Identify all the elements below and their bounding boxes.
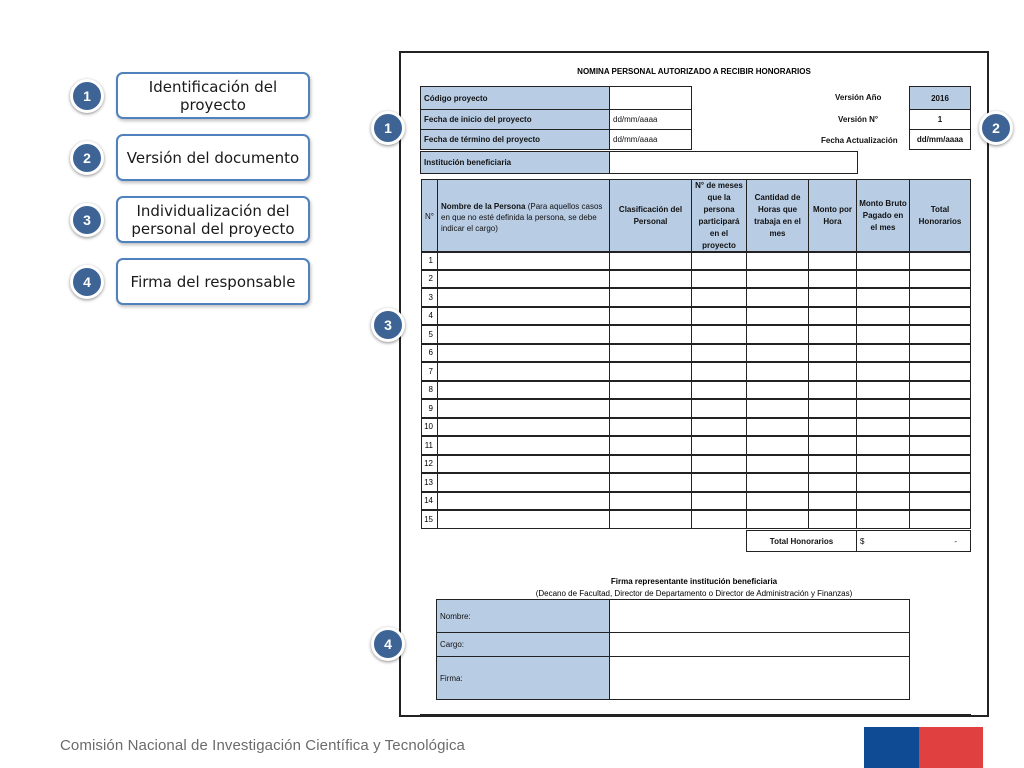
institucion-value[interactable] bbox=[609, 151, 858, 174]
flag-red-block bbox=[919, 727, 983, 768]
col-header-nombre-note: (Para aquellos casos en que no esté definida la persona, se debe indicar el cargo) bbox=[441, 202, 603, 233]
col-header-total: Total Honorarios bbox=[909, 179, 971, 253]
table-cell[interactable] bbox=[691, 418, 747, 437]
signature-cargo-label: Cargo: bbox=[436, 632, 610, 657]
table-cell[interactable] bbox=[609, 473, 692, 492]
table-cell[interactable] bbox=[437, 436, 610, 455]
row-number: 5 bbox=[421, 325, 438, 344]
table-row bbox=[421, 381, 972, 400]
table-cell[interactable] bbox=[437, 473, 610, 492]
row-number: 2 bbox=[421, 270, 438, 289]
table-cell[interactable] bbox=[746, 510, 809, 529]
table-cell[interactable] bbox=[746, 270, 809, 289]
table-cell[interactable] bbox=[437, 307, 610, 326]
col-header-nombre-title: Nombre de la Persona bbox=[441, 202, 526, 211]
table-cell[interactable] bbox=[691, 325, 747, 344]
total-honorarios-label: Total Honorarios bbox=[746, 530, 857, 552]
table-cell[interactable] bbox=[437, 362, 610, 381]
table-cell[interactable] bbox=[808, 362, 857, 381]
table-cell[interactable] bbox=[808, 399, 857, 418]
total-currency: $ bbox=[860, 536, 865, 546]
table-cell[interactable] bbox=[437, 455, 610, 474]
col-header-clasificacion: Clasificación del Personal bbox=[609, 179, 692, 253]
table-row bbox=[421, 399, 972, 418]
table-row bbox=[421, 436, 972, 455]
table-cell[interactable] bbox=[691, 307, 747, 326]
table-cell[interactable] bbox=[609, 288, 692, 307]
table-cell[interactable] bbox=[856, 492, 910, 511]
legend-label: Firma del responsable bbox=[130, 272, 296, 291]
fecha-termino-value[interactable]: dd/mm/aaaa bbox=[609, 129, 692, 150]
table-row bbox=[421, 307, 972, 326]
table-cell[interactable] bbox=[746, 251, 809, 270]
table-cell[interactable] bbox=[437, 492, 610, 511]
flag-blue-block bbox=[864, 727, 919, 768]
fecha-inicio-value[interactable]: dd/mm/aaaa bbox=[609, 109, 692, 130]
version-anio-label: Versión Año bbox=[835, 93, 882, 102]
table-cell[interactable] bbox=[856, 251, 910, 270]
table-cell[interactable] bbox=[909, 270, 971, 289]
row-number: 6 bbox=[421, 344, 438, 363]
table-cell[interactable] bbox=[609, 381, 692, 400]
row-number: 7 bbox=[421, 362, 438, 381]
row-number: 1 bbox=[421, 251, 438, 270]
total-honorarios-value bbox=[856, 530, 971, 552]
table-cell[interactable] bbox=[609, 399, 692, 418]
table-row bbox=[421, 270, 972, 289]
table-cell[interactable] bbox=[808, 492, 857, 511]
row-number: 14 bbox=[421, 492, 438, 511]
table-cell[interactable] bbox=[808, 455, 857, 474]
row-number: 9 bbox=[421, 399, 438, 418]
legend-number-1: 1 bbox=[70, 79, 104, 113]
table-cell[interactable] bbox=[909, 362, 971, 381]
codigo-value[interactable] bbox=[609, 86, 692, 110]
table-cell[interactable] bbox=[909, 473, 971, 492]
legend-item-version bbox=[116, 134, 310, 181]
table-cell[interactable] bbox=[909, 455, 971, 474]
table-cell[interactable] bbox=[808, 436, 857, 455]
col-header-monto-bruto: Monto Bruto Pagado en el mes bbox=[856, 179, 910, 253]
table-cell[interactable] bbox=[856, 455, 910, 474]
marker-3: 3 bbox=[371, 308, 405, 342]
table-cell[interactable] bbox=[909, 399, 971, 418]
table-cell[interactable] bbox=[856, 436, 910, 455]
marker-2: 2 bbox=[979, 111, 1013, 145]
table-cell[interactable] bbox=[691, 362, 747, 381]
table-cell[interactable] bbox=[746, 307, 809, 326]
table-cell[interactable] bbox=[437, 510, 610, 529]
col-header-meses: N° de meses que la persona participará en el proyecto bbox=[691, 179, 747, 253]
signature-firma-field[interactable] bbox=[609, 656, 910, 700]
table-cell[interactable] bbox=[808, 344, 857, 363]
table-cell[interactable] bbox=[909, 251, 971, 270]
marker-1: 1 bbox=[371, 111, 405, 145]
table-cell[interactable] bbox=[746, 381, 809, 400]
table-cell[interactable] bbox=[856, 344, 910, 363]
table-row bbox=[421, 455, 972, 474]
table-row bbox=[421, 251, 972, 270]
fecha-inicio-label: Fecha de inicio del proyecto bbox=[420, 109, 610, 130]
version-n-value[interactable]: 1 bbox=[909, 109, 971, 130]
table-cell[interactable] bbox=[856, 288, 910, 307]
codigo-label: Código proyecto bbox=[420, 86, 610, 110]
signature-subtitle: (Decano de Facultad, Director de Departamento o Director de Administración y Finanzas) bbox=[535, 589, 853, 598]
table-cell[interactable] bbox=[856, 418, 910, 437]
legend-label: Individualización del personal del proyecto bbox=[131, 201, 295, 238]
table-cell[interactable] bbox=[437, 344, 610, 363]
table-cell[interactable] bbox=[437, 270, 610, 289]
col-header-monto-hora: Monto por Hora bbox=[808, 179, 857, 253]
table-row bbox=[421, 288, 972, 307]
table-cell[interactable] bbox=[909, 510, 971, 529]
table-cell[interactable] bbox=[609, 510, 692, 529]
table-cell[interactable] bbox=[909, 307, 971, 326]
table-row bbox=[421, 473, 972, 492]
signature-nombre-label: Nombre: bbox=[436, 599, 610, 633]
table-cell[interactable] bbox=[746, 325, 809, 344]
table-cell[interactable] bbox=[609, 418, 692, 437]
table-cell[interactable] bbox=[808, 510, 857, 529]
table-cell[interactable] bbox=[909, 288, 971, 307]
table-cell[interactable] bbox=[609, 307, 692, 326]
table-cell[interactable] bbox=[746, 455, 809, 474]
table-cell[interactable] bbox=[691, 455, 747, 474]
table-cell[interactable] bbox=[746, 344, 809, 363]
table-cell[interactable] bbox=[609, 251, 692, 270]
table-cell[interactable] bbox=[746, 418, 809, 437]
marker-4: 4 bbox=[371, 627, 405, 661]
table-cell[interactable] bbox=[808, 418, 857, 437]
table-cell[interactable] bbox=[746, 473, 809, 492]
organization-name: Comisión Nacional de Investigación Científica y Tecnológica bbox=[60, 737, 466, 754]
row-number: 12 bbox=[421, 455, 438, 474]
table-cell[interactable] bbox=[691, 510, 747, 529]
form-title: NOMINA PERSONAL AUTORIZADO A RECIBIR HONORARIOS bbox=[577, 67, 811, 76]
legend-label: Versión del documento bbox=[126, 148, 300, 167]
table-cell[interactable] bbox=[808, 473, 857, 492]
table-row bbox=[421, 492, 972, 511]
row-number: 13 bbox=[421, 473, 438, 492]
table-cell[interactable] bbox=[609, 455, 692, 474]
table-cell[interactable] bbox=[909, 418, 971, 437]
table-cell[interactable] bbox=[808, 270, 857, 289]
table-cell[interactable] bbox=[437, 399, 610, 418]
table-cell[interactable] bbox=[746, 362, 809, 381]
total-amount: - bbox=[954, 536, 957, 546]
table-cell[interactable] bbox=[437, 418, 610, 437]
table-cell[interactable] bbox=[691, 288, 747, 307]
table-cell[interactable] bbox=[856, 270, 910, 289]
table-cell[interactable] bbox=[609, 362, 692, 381]
table-cell[interactable] bbox=[609, 344, 692, 363]
version-n-label: Versión N° bbox=[838, 115, 879, 124]
table-cell[interactable] bbox=[746, 436, 809, 455]
table-cell[interactable] bbox=[691, 344, 747, 363]
table-cell[interactable] bbox=[746, 399, 809, 418]
table-cell[interactable] bbox=[808, 381, 857, 400]
table-cell[interactable] bbox=[691, 473, 747, 492]
table-cell[interactable] bbox=[746, 492, 809, 511]
table-cell[interactable] bbox=[856, 325, 910, 344]
table-cell[interactable] bbox=[609, 325, 692, 344]
table-cell[interactable] bbox=[691, 399, 747, 418]
table-cell[interactable] bbox=[437, 381, 610, 400]
signature-title: Firma representante institución beneficiaria bbox=[610, 577, 778, 586]
table-cell[interactable] bbox=[909, 344, 971, 363]
table-row bbox=[421, 362, 972, 381]
table-cell[interactable] bbox=[856, 473, 910, 492]
legend-item-individualizacion bbox=[116, 196, 310, 243]
signature-nombre-field[interactable] bbox=[609, 599, 910, 633]
table-cell[interactable] bbox=[609, 270, 692, 289]
row-number: 11 bbox=[421, 436, 438, 455]
table-cell[interactable] bbox=[808, 288, 857, 307]
row-number: 4 bbox=[421, 307, 438, 326]
table-cell[interactable] bbox=[437, 251, 610, 270]
table-cell[interactable] bbox=[909, 436, 971, 455]
col-header-num: N° bbox=[421, 179, 438, 253]
institucion-label: Institución beneficiaria bbox=[420, 151, 610, 174]
legend-number-3: 3 bbox=[70, 203, 104, 237]
row-number: 15 bbox=[421, 510, 438, 529]
table-cell[interactable] bbox=[691, 270, 747, 289]
legend-item-firma bbox=[116, 258, 310, 305]
legend-label: Identificación del proyecto bbox=[148, 77, 278, 114]
table-cell[interactable] bbox=[609, 436, 692, 455]
table-cell[interactable] bbox=[691, 381, 747, 400]
row-number: 8 bbox=[421, 381, 438, 400]
table-cell[interactable] bbox=[909, 492, 971, 511]
row-number: 3 bbox=[421, 288, 438, 307]
table-cell[interactable] bbox=[909, 325, 971, 344]
table-cell[interactable] bbox=[437, 288, 610, 307]
table-cell[interactable] bbox=[856, 362, 910, 381]
table-row bbox=[421, 418, 972, 437]
table-cell[interactable] bbox=[609, 492, 692, 511]
bottom-rule bbox=[420, 714, 971, 716]
table-cell[interactable] bbox=[856, 307, 910, 326]
signature-firma-label: Firma: bbox=[436, 656, 610, 700]
table-cell[interactable] bbox=[691, 492, 747, 511]
version-anio-value[interactable]: 2016 bbox=[909, 86, 971, 110]
fecha-actualizacion-label: Fecha Actualización bbox=[821, 136, 898, 145]
table-row bbox=[421, 325, 972, 344]
table-cell[interactable] bbox=[856, 399, 910, 418]
table-cell[interactable] bbox=[808, 325, 857, 344]
table-cell[interactable] bbox=[856, 510, 910, 529]
fecha-actualizacion-value[interactable]: dd/mm/aaaa bbox=[909, 129, 971, 150]
signature-cargo-field[interactable] bbox=[609, 632, 910, 657]
table-cell[interactable] bbox=[437, 325, 610, 344]
table-cell[interactable] bbox=[808, 251, 857, 270]
legend-item-identificacion bbox=[116, 72, 310, 119]
legend-number-4: 4 bbox=[70, 265, 104, 299]
fecha-termino-label: Fecha de término del proyecto bbox=[420, 129, 610, 150]
table-row bbox=[421, 510, 972, 529]
table-cell[interactable] bbox=[691, 436, 747, 455]
table-cell[interactable] bbox=[691, 251, 747, 270]
col-header-horas: Cantidad de Horas que trabaja en el mes bbox=[746, 179, 809, 253]
row-number: 10 bbox=[421, 418, 438, 437]
table-row bbox=[421, 344, 972, 363]
table-cell[interactable] bbox=[856, 381, 910, 400]
col-header-nombre bbox=[437, 179, 610, 253]
table-cell[interactable] bbox=[909, 381, 971, 400]
form-sheet bbox=[399, 51, 989, 717]
legend-number-2: 2 bbox=[70, 141, 104, 175]
table-cell[interactable] bbox=[808, 307, 857, 326]
table-cell[interactable] bbox=[746, 288, 809, 307]
